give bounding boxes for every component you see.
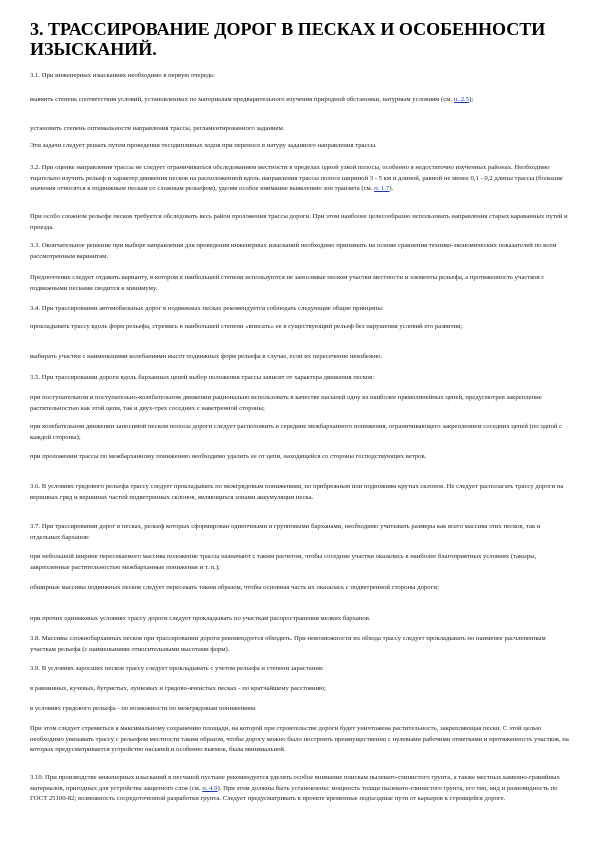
paragraph-3-3: 3.3. Окончательное решение при выборе направления для проведения инженерных изысканий необходимо принимать на основе сравнения технико-экономических показателей по всем рассмотренным вариантам. bbox=[30, 242, 557, 260]
paragraph-text: ); bbox=[469, 96, 474, 103]
paragraph-3-4-b: выбирать участки с наименьшими колебаниями высот подвижных форм рельефа в случае, если их пересечение неизбежно. bbox=[30, 353, 383, 360]
paragraph-3-3-b: Предпочтение следует отдавать варианту, в котором в наибольшей степени используются не заносимые песком участки местности и элементы рельефа, а протяженность участков с подвижными песками сводится к минимуму. bbox=[30, 274, 545, 292]
paragraph-text: 3.10. При производстве инженерных изысканий в песчаной пустыне рекомендуется уделять особое внимание поискам пылевато-глинистого грунта, а также местных каменно-гравийных материалов, пригодных для устройства защитного слоя (см. bbox=[30, 774, 560, 792]
paragraph-3-9: 3.9. В условиях заросших песков трассу следует прокладывать с учетом рельефа и степени зарастания: bbox=[30, 665, 324, 672]
paragraph-3-2-b: При особо сложном рельефе песков требуется обследовать весь район проложения трассы дороги. При этом наиболее целесообразно использовать направления старых караванных путей и проезда. bbox=[30, 213, 568, 231]
paragraph-3-1-c: Эти задачи следует решать путем проведения тесодиплиных ходов при переносе в натуру заданного направления трассы. bbox=[30, 142, 377, 149]
paragraph-3-7-a: при небольшой ширине пересекаемого массива положение трассы назначают с таким расчетом, чтобы соседние участки оказались в наиболее благоприятных условиях (такыры, закрепленные растительностью межбарханные понижения и т. п.); bbox=[30, 553, 537, 571]
page-title: 3. ТРАССИРОВАНИЕ ДОРОГ В ПЕСКАХ И ОСОБЕННОСТИ ИЗЫСКАНИЙ. bbox=[30, 19, 546, 59]
paragraph-3-9-b: в условиях грядового рельефа - по возможности по межгрядовым понижениям. bbox=[30, 705, 257, 712]
paragraph-3-7-b: обширные массивы подвижных песков следует пересекать таким образом, чтобы основная часть их оказалась с подветренной стороны дороги; bbox=[30, 584, 439, 591]
paragraph-3-5: 3.5. При трассировании дороги вдоль барханных цепей выбор положения трассы зависит от характера движения песков: bbox=[30, 374, 375, 381]
paragraph-3-4-a: прокладывать трассу вдоль форм рельефа, стремясь в наибольшей степени «вписать» ее в существующий рельеф без нарушения условий его развития; bbox=[30, 323, 463, 330]
paragraph-3-9-a: в равнинных, кучевых, бугристых, лунковых и грядово-ячеистых песках - по кратчайшему расстоянию; bbox=[30, 685, 326, 692]
paragraph-3-4: 3.4. При трассировании автомобильных дорог в подвижных песках рекомендуется соблюдать следующие общие принципы: bbox=[30, 305, 384, 312]
paragraph-3-5-c: при проложении трассы по межбарханному понижению необходимо удалить ее от цепи, находящейся со стороны господствующих ветров. bbox=[30, 453, 427, 460]
link-1-7[interactable]: п. 1.7 bbox=[374, 185, 390, 192]
paragraph-3-1-a bbox=[30, 95, 570, 106]
link-2-5[interactable]: п. 2.5 bbox=[453, 96, 470, 103]
paragraph-3-5-b: при колебательном движении заносимой песком полосы дороги следует расположить в середине межбарханного понижения, ограничивающего закреплением соседних цепей (по одной с каждой стороны); bbox=[30, 423, 563, 441]
paragraph-3-7-c: при прочих одинаковых условиях трассу дороги следует прокладывать по участкам распространения мелких барханов. bbox=[30, 615, 371, 622]
link-4-9[interactable]: п. 4.9 bbox=[202, 784, 218, 792]
paragraph-3-10 bbox=[30, 773, 570, 805]
paragraph-3-6: 3.6. В условиях грядового рельефа трассу следует прокладывать по межгрядовым понижениям, по прибрежным или подножиям крутых склонов. Не следует располагать трассу дороги на вершинах гряд и вершинах частей подветренных склонов, являющихся зонами аккумуляции песка. bbox=[30, 483, 564, 501]
paragraph-3-2 bbox=[30, 163, 570, 195]
paragraph-3-9-c: При этом следует стремиться к максимальному сохранению площади, на которой при строительстве дороги будет уничтожена растительность, закрепляющая пески. С этой целью необходимо увязывать трассу с рельефом местности таким образом, чтобы дорогу можно было построить преимущественно с нулевыми рабочими отметками и протяженность участков, на которых предусматривается устройство насыпей и особенно выемок, была минимальной. bbox=[30, 725, 569, 753]
paragraph-text: выявить степень соответствия условий, установленных по материалам предварительного изучения природной обстановки, натурным условиям (см. bbox=[30, 96, 454, 103]
paragraph-3-7: 3.7. При трассировании дорог в песках, рельеф которых сформирован одиночными и групповыми барханами, необходимо учитывать размеры как всего массива этих песков, так и отдельных барханов: bbox=[30, 523, 541, 541]
paragraph-3-8: 3.8. Массивы сложнобарханных песков при трассировании дороги рекомендуется обходить. При невозможности их обхода трассу следует прокладывать по наименее расчлененным участкам рельефа (с наименьшими относительными высотами форм). bbox=[30, 635, 546, 653]
paragraph-text: 3.2. При оценке направления трассы не следует ограничиваться обследованием местности в пределах одной узкой полосы, особенно в недостаточно изученных районах. Необходимо тщательно изучить рельеф и характер движения песков на расположенной вдоль направления трассы полосе шириной 3 - 5 км и длиной, равной не менее 0,1 - 0,2 длины трассы (большие значения относятся к подвижным пескам со сложным рельефом), уделяя особое внимание выявлению зон транзита (см. bbox=[30, 164, 563, 192]
paragraph-3-5-a: при поступательном и поступательно-колебательном движении рационально использовать в качестве насыпей одну из наиболее прямолинейных цепей, предусмотрев закрепление растительностью как этой цепи, так и двух-трех соседних с наветренной стороны; bbox=[30, 394, 542, 412]
paragraph-text: ). bbox=[389, 185, 394, 192]
paragraph-3-1: 3.1. При инженерных изысканиях необходимо в первую очередь: bbox=[30, 72, 216, 79]
paragraph-text: ). При этом должны быть установлены: мощность толщи пылевато-глинистого грунта, его тип, вид и разновидность по ГОСТ 25100-82; возможность сосредоточенной разработки грунта. Следует предусматривать в проекте временные подъездные пути от карьеров к строящейся дороге. bbox=[30, 784, 558, 802]
paragraph-3-1-b: установить степень оптимальности направления трассы, регламентированного заданием. bbox=[30, 125, 285, 132]
